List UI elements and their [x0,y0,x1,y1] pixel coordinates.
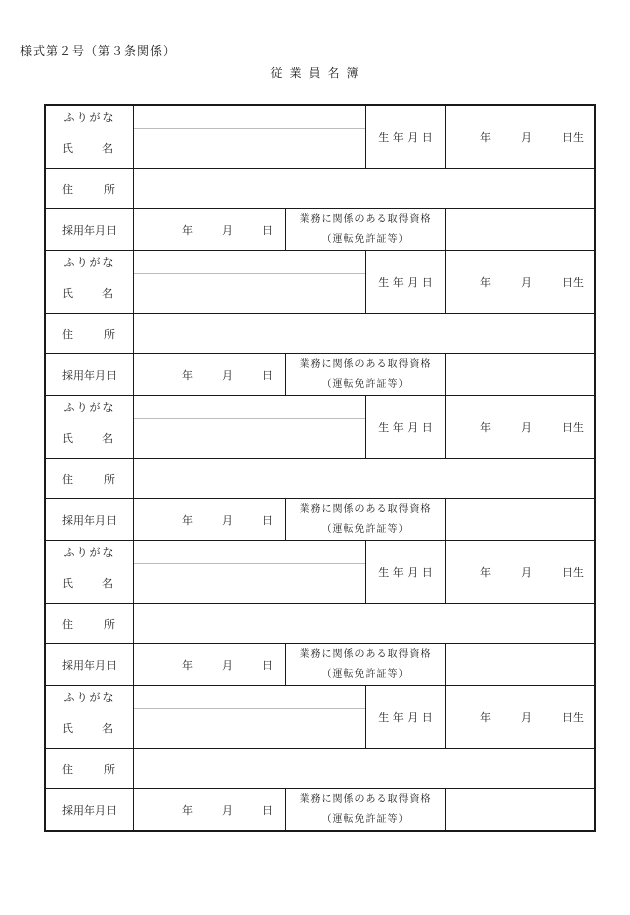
birth-day-unit: 日生 [562,711,584,724]
birth-month-unit: 月 [521,131,532,144]
qualification-label [286,209,445,250]
furigana-label: ふりがな [63,111,116,124]
birth-day-unit: 日生 [562,131,584,144]
hire-year-unit: 年 [182,803,193,817]
name-field[interactable] [134,274,365,313]
page-title: 従業員名簿 [270,66,366,80]
address-label-char-2: 所 [104,327,115,341]
name-field[interactable] [134,564,365,603]
address-label-char-1: 住 [62,762,73,776]
birth-year-unit: 年 [480,566,491,579]
hire-date-label: 採用年月日 [62,658,117,672]
name-label-char-2: 名 [102,722,113,735]
birth-day-unit: 日生 [562,566,584,579]
birth-date-format [446,251,594,313]
name-label-char-1: 氏 [62,722,73,735]
employee-record [46,250,594,395]
qualification-field[interactable] [446,789,594,830]
birth-year-unit: 年 [480,421,491,434]
furigana-label: ふりがな [63,401,116,414]
birth-date-label: 生 年 月 日 [378,711,433,724]
employee-record [46,685,594,830]
address-label [46,314,133,353]
hire-date-label: 採用年月日 [62,803,117,817]
hire-date-label: 採用年月日 [62,368,117,382]
birth-date-format [446,396,594,458]
qualification-label-line1: 業務に関係のある取得資格 [299,358,432,370]
hire-date-format [134,354,285,395]
birth-date-label: 生 年 月 日 [378,276,433,289]
address-field[interactable] [134,314,594,353]
birth-date-label: 生 年 月 日 [378,566,433,579]
address-field[interactable] [134,459,594,498]
birth-month-unit: 月 [521,566,532,579]
name-label [46,708,133,748]
name-label [46,273,133,313]
birth-year-unit: 年 [480,131,491,144]
name-label [46,563,133,603]
furigana-field[interactable] [134,251,365,273]
hire-month-unit: 月 [222,803,233,817]
qualification-label-line2: （運転免許証等） [321,813,410,825]
birth-year-unit: 年 [480,711,491,724]
qualification-label [286,499,445,540]
hire-month-unit: 月 [222,513,233,527]
address-label-char-2: 所 [104,762,115,776]
name-field[interactable] [134,129,365,168]
name-field[interactable] [134,419,365,458]
birth-day-unit: 日生 [562,421,584,434]
birth-date-format [446,541,594,603]
address-label [46,459,133,498]
hire-month-unit: 月 [222,368,233,382]
employee-record [46,540,594,685]
address-label [46,169,133,208]
form-number: 様式第２号（第３条関係） [20,44,177,58]
qualification-label-line1: 業務に関係のある取得資格 [299,213,432,225]
qualification-label-line2: （運転免許証等） [321,523,410,535]
birth-month-unit: 月 [521,421,532,434]
address-label [46,749,133,788]
furigana-label: ふりがな [63,546,116,559]
hire-year-unit: 年 [182,658,193,672]
address-label [46,604,133,643]
birth-date-format [446,106,594,168]
hire-year-unit: 年 [182,368,193,382]
hire-date-format [134,209,285,250]
address-label-char-1: 住 [62,182,73,196]
birth-day-unit: 日生 [562,276,584,289]
hire-date-label: 採用年月日 [62,223,117,237]
qualification-field[interactable] [446,644,594,685]
employee-register-table [44,104,596,832]
birth-date-format [446,686,594,748]
qualification-label-line1: 業務に関係のある取得資格 [299,648,432,660]
hire-date-label: 採用年月日 [62,513,117,527]
qualification-label-line2: （運転免許証等） [321,668,410,680]
name-label [46,418,133,458]
birth-month-unit: 月 [521,711,532,724]
address-label-char-2: 所 [104,472,115,486]
furigana-label: ふりがな [63,691,116,704]
name-label-char-1: 氏 [62,432,73,445]
address-field[interactable] [134,604,594,643]
birth-year-unit: 年 [480,276,491,289]
qualification-label-line2: （運転免許証等） [321,233,410,245]
name-label-char-2: 名 [102,432,113,445]
birth-date-label: 生 年 月 日 [378,421,433,434]
hire-day-unit: 日 [262,223,273,237]
qualification-label [286,789,445,830]
address-field[interactable] [134,749,594,788]
furigana-field[interactable] [134,106,365,128]
qualification-label [286,644,445,685]
hire-day-unit: 日 [262,368,273,382]
hire-day-unit: 日 [262,658,273,672]
qualification-label [286,354,445,395]
address-label-char-1: 住 [62,617,73,631]
qualification-field[interactable] [446,209,594,250]
name-label [46,128,133,168]
name-label-char-2: 名 [102,577,113,590]
hire-year-unit: 年 [182,223,193,237]
furigana-field[interactable] [134,541,365,563]
hire-month-unit: 月 [222,223,233,237]
qualification-label-line1: 業務に関係のある取得資格 [299,503,432,515]
qualification-field[interactable] [446,354,594,395]
hire-date-format [134,789,285,830]
qualification-field[interactable] [446,499,594,540]
furigana-field[interactable] [134,396,365,418]
name-label-char-2: 名 [102,287,113,300]
hire-date-format [134,499,285,540]
furigana-label: ふりがな [63,256,116,269]
hire-day-unit: 日 [262,803,273,817]
birth-date-label: 生 年 月 日 [378,131,433,144]
hire-month-unit: 月 [222,658,233,672]
hire-day-unit: 日 [262,513,273,527]
birth-month-unit: 月 [521,276,532,289]
address-field[interactable] [134,169,594,208]
employee-record [46,106,594,250]
hire-date-format [134,644,285,685]
employee-record [46,395,594,540]
name-label-char-1: 氏 [62,577,73,590]
name-label-char-1: 氏 [62,142,73,155]
qualification-label-line1: 業務に関係のある取得資格 [299,793,432,805]
qualification-label-line2: （運転免許証等） [321,378,410,390]
address-label-char-1: 住 [62,327,73,341]
name-label-char-2: 名 [102,142,113,155]
address-label-char-1: 住 [62,472,73,486]
address-label-char-2: 所 [104,617,115,631]
furigana-field[interactable] [134,686,365,708]
name-label-char-1: 氏 [62,287,73,300]
name-field[interactable] [134,709,365,748]
address-label-char-2: 所 [104,182,115,196]
hire-year-unit: 年 [182,513,193,527]
